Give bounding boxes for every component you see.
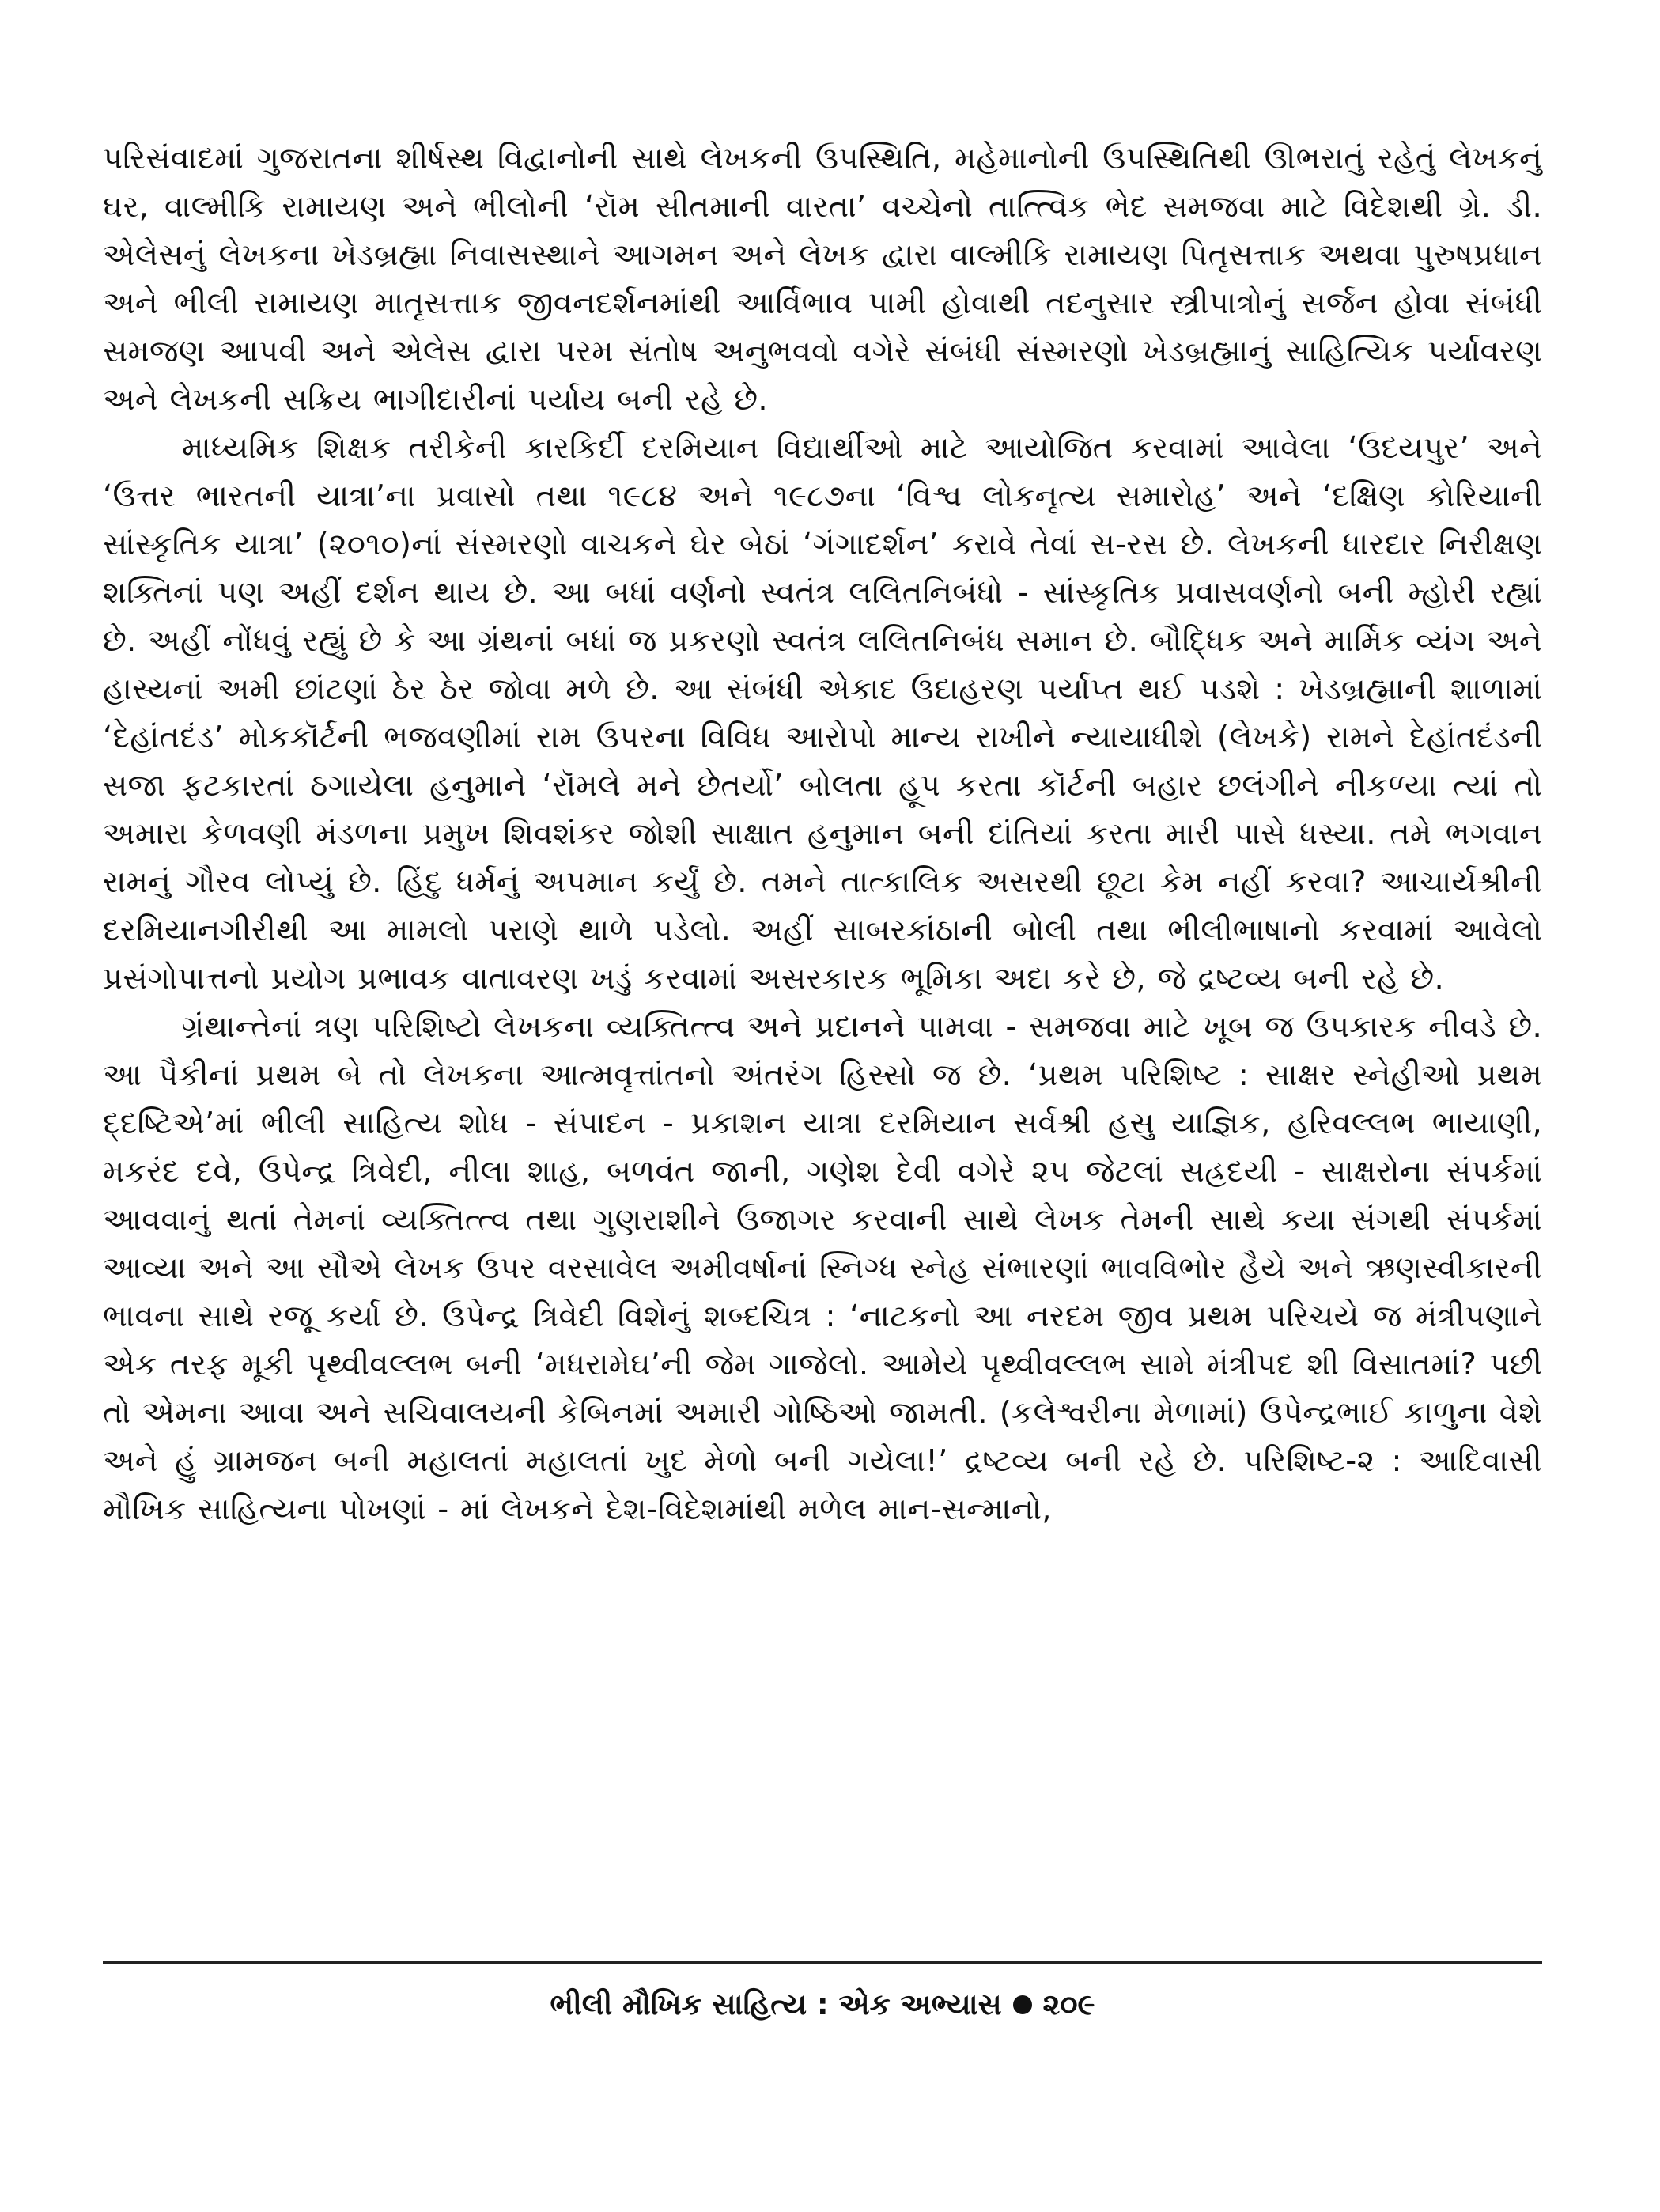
page-body bbox=[103, 134, 1542, 2017]
page-footer bbox=[103, 1985, 1542, 2025]
footer-divider bbox=[103, 1961, 1542, 1964]
footer-book-title: ભીલી મૌખિક સાહિત્ય : એક અભ્યાસ bbox=[550, 1987, 1002, 2021]
paragraph-3: ગ્રંથાન્તેનાં ત્રણ પરિશિષ્ટો લેખકના વ્યક્તિત્ત્વ અને પ્રદાનને પામવા - સમજવા માટે ખૂબ જ ઉપકારક નીવડે છે. આ પૈકીનાં પ્રથમ બે તો લેખકના આત્મવૃત્તાંતનો અંતરંગ હિસ્સો જ છે. ‘પ્રથમ પરિશિષ્ટ : સાક્ષર સ્નેહીઓ પ્રથમ દ્દષ્ટિએ’માં ભીલી સાહિત્ય શોધ - સંપાદન - પ્રકાશન યાત્રા દરમિયાન સર્વશ્રી હસુ યાજ્ઞિક, હરિવલ્લભ ભાયાણી, મકરંદ દવે, ઉપેન્દ્ર ત્રિવેદી, નીલા શાહ, બળવંત જાની, ગણેશ દેવી વગેરે ૨૫ જેટલાં સહ્રદયી - સાક્ષરોના સંપર્કમાં આવવાનું થતાં તેમનાં વ્યક્તિત્ત્વ તથા ગુણરાશીને ઉજાગર કરવાની સાથે લેખક તેમની સાથે કયા સંગથી સંપર્કમાં આવ્યા અને આ સૌએ લેખક ઉપર વરસાવેલ અમીવર્ષાનાં સ્નિગ્ધ સ્નેહ સંભારણાં ભાવવિભોર હૈયે અને ઋણસ્વીકારની ભાવના સાથે રજૂ કર્યા છે. ઉપેન્દ્ર ત્રિવેદી વિશેનું શબ્દચિત્ર : ‘નાટકનો આ નરદમ જીવ પ્રથમ પરિચયે જ મંત્રીપણાને એક તરફ મૂકી પૃથ્વીવલ્લભ બની ‘મધરામેઘ’ની જેમ ગાજેલો. આમેયે પૃથ્વીવલ્લભ સામે મંત્રીપદ શી વિસાતમાં? પછી તો એમના આવા અને સચિવાલયની કેબિનમાં અમારી ગોષ્ઠિઓ જામતી. (કલેશ્વરીના મેળામાં) ઉપેન્દ્રભાઈ કાળુના વેશે અને હું ગ્રામજન બની મહાલતાં મહાલતાં ખુદ મેળો બની ગયેલા!’ દ્રષ્ટવ્ય બની રહે છે. પરિશિષ્ટ-૨ : આદિવાસી મૌખિક સાહિત્યના પોખણાં - માં લેખકને દેશ-વિદેશમાંથી મળેલ માન-સન્માનો, bbox=[103, 1009, 1542, 1527]
page-number: ૨૦૯ bbox=[1042, 1987, 1095, 2021]
paragraph-2: માધ્યમિક શિક્ષક તરીકેની કારકિર્દી દરમિયાન વિદ્યાર્થીઓ માટે આયોજિત કરવામાં આવેલા ‘ઉદયપુર’ અને ‘ઉત્તર ભારતની યાત્રા’ના પ્રવાસો તથા ૧૯૮૪ અને ૧૯૮૭ના ‘વિશ્વ લોકનૃત્ય સમારોહ’ અને ‘દક્ષિણ કોરિયાની સાંસ્કૃતિક યાત્રા’ (૨૦૧૦)નાં સંસ્મરણો વાચકને ઘેર બેઠાં ‘ગંગાદર્શન’ કરાવે તેવાં સ-રસ છે. લેખકની ધારદાર નિરીક્ષણ શક્તિનાં પણ અહીં દર્શન થાય છે. આ બધાં વર્ણનો સ્વતંત્ર લલિતનિબંધો - સાંસ્કૃતિક પ્રવાસવર્ણનો બની મ્હોરી રહ્યાં છે. અહીં નોંધવું રહ્યું છે કે આ ગ્રંથનાં બધાં જ પ્રકરણો સ્વતંત્ર લલિતનિબંધ સમાન છે. બૌદ્ધિક અને માર્મિક વ્યંગ અને હાસ્યનાં અમી છાંટણાં ઠેર ઠેર જોવા મળે છે. આ સંબંધી એકાદ ઉદાહરણ પર્યાપ્ત થઈ પડશે : ખેડબ્રહ્માની શાળામાં ‘દેહાંતદંડ’ મોકકૉર્ટની ભજવણીમાં રામ ઉપરના વિવિધ આરોપો માન્ય રાખીને ન્યાયાધીશે (લેખકે) રામને દેહાંતદંડની સજા ફટકારતાં ઠગાયેલા હનુમાને ‘રૉમલે મને છેતર્યો’ બોલતા હૂપ કરતા કૉર્ટની બહાર છલંગીને નીકળ્યા ત્યાં તો અમારા કેળવણી મંડળના પ્રમુખ શિવશંકર જોશી સાક્ષાત હનુમાન બની દાંતિયાં કરતા મારી પાસે ધસ્યા. તમે ભગવાન રામનું ગૌરવ લોપ્યું છે. હિંદુ ધર્મનું અપમાન કર્યું છે. તમને તાત્કાલિક અસરથી છૂટા કેમ નહીં કરવા? આચાર્યશ્રીની દરમિયાનગીરીથી આ મામલો પરાણે થાળે પડેલો. અહીં સાબરકાંઠાની બોલી તથા ભીલીભાષાનો કરવામાં આવેલો પ્રસંગોપાત્તનો પ્રયોગ પ્રભાવક વાતાવરણ ખડું કરવામાં અસરકારક ભૂમિકા અદા કરે છે, જે દ્રષ્ટવ્ય બની રહે છે. bbox=[103, 430, 1542, 996]
bullet-icon bbox=[1013, 1995, 1032, 2014]
paragraph-1: પરિસંવાદમાં ગુજરાતના શીર્ષસ્થ વિદ્વાનોની સાથે લેખકની ઉપસ્થિતિ, મહેમાનોની ઉપસ્થિતિથી ઊભરાતું રહેતું લેખકનું ઘર, વાલ્મીકિ રામાયણ અને ભીલોની ‘રૉમ સીતમાની વારતા’ વચ્ચેનો તાત્ત્વિક ભેદ સમજવા માટે વિદેશથી ગ્રે. ડી. એલેસનું લેખકના ખેડબ્રહ્મા નિવાસસ્થાને આગમન અને લેખક દ્વારા વાલ્મીકિ રામાયણ પિતૃસત્તાક અથવા પુરુષપ્રધાન અને ભીલી રામાયણ માતૃસત્તાક જીવનદર્શનમાંથી આર્વિભાવ પામી હોવાથી તદનુસાર સ્ત્રીપાત્રોનું સર્જન હોવા સંબંધી સમજણ આપવી અને એલેસ દ્વારા પરમ સંતોષ અનુભવવો વગેરે સંબંધી સંસ્મરણો ખેડબ્રહ્માનું સાહિત્યિક પર્યાવરણ અને લેખકની સક્રિય ભાગીદારીનાં પર્યાય બની રહે છે. bbox=[103, 141, 1542, 418]
